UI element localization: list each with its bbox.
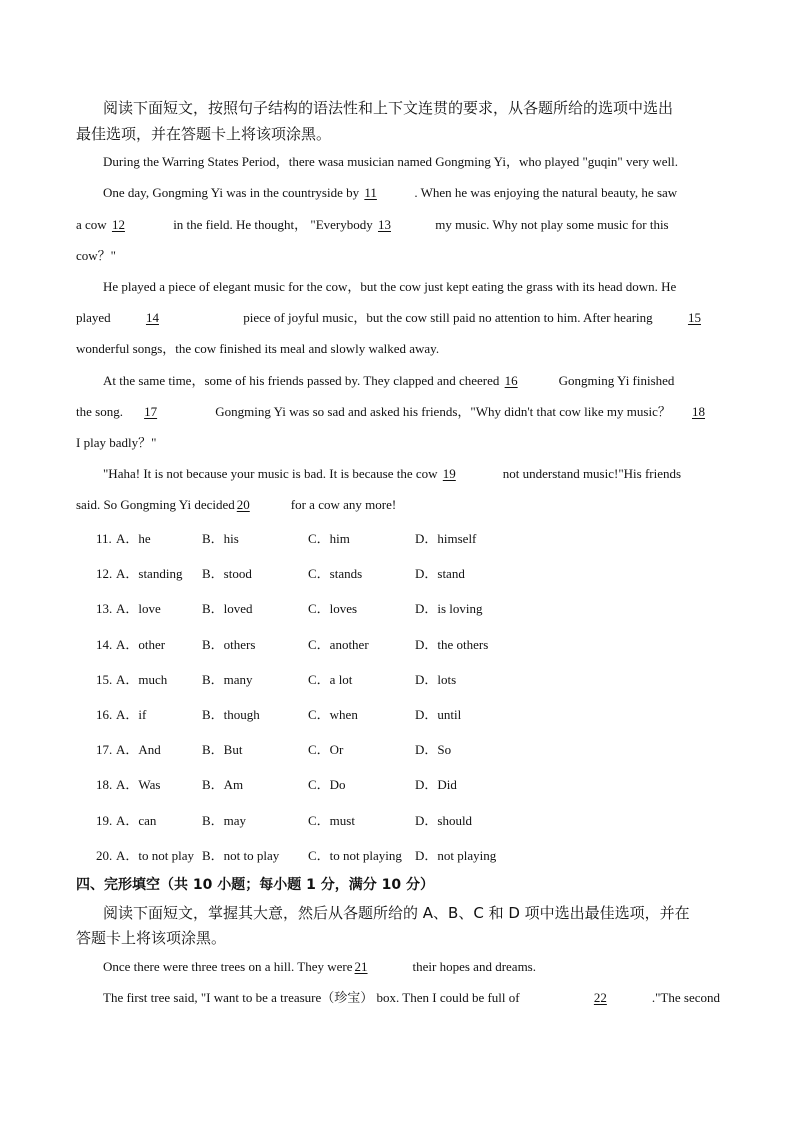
passage-1-paragraph-2-line-3: cow？" bbox=[76, 248, 116, 263]
passage-1-paragraph-4-line-1: At the same time，some of his friends passed by. They clapped and cheered 16 Gongming Yi finished bbox=[103, 373, 675, 388]
option-d[interactable]: D．Did bbox=[415, 777, 457, 793]
option-d[interactable]: D．lots bbox=[415, 671, 457, 687]
blank-18[interactable]: 18 bbox=[691, 404, 705, 419]
instruction-2-line-1: 阅读下面短文，掌握其大意，然后从各题所给的 A、B、C 和 D 项中选出最佳选项，并在 bbox=[103, 904, 690, 922]
blank-22[interactable]: 22 bbox=[593, 990, 607, 1005]
option-b[interactable]: B．may bbox=[202, 812, 247, 828]
option-a[interactable]: A．other bbox=[116, 636, 166, 652]
blank-20[interactable]: 20 bbox=[236, 497, 250, 512]
question-number: 12. bbox=[96, 566, 113, 582]
option-a[interactable]: A．standing bbox=[116, 566, 183, 582]
blank-15[interactable]: 15 bbox=[687, 310, 701, 325]
option-b[interactable]: B．Am bbox=[202, 777, 244, 793]
option-c[interactable]: C．stands bbox=[308, 566, 363, 582]
blank-11[interactable]: 11 bbox=[364, 185, 377, 200]
passage-1-paragraph-3-line-1: He played a piece of elegant music for the cow，but the cow just kept eating the grass with its head down. He bbox=[103, 279, 677, 294]
passage-1-paragraph-4-line-2: the song. 17 Gongming Yi was so sad and asked his friends，"Why didn't that cow like my music？ 18 bbox=[76, 403, 720, 421]
option-a[interactable]: A．Was bbox=[116, 777, 161, 793]
question-number: 15. bbox=[96, 671, 113, 687]
blank-21[interactable]: 21 bbox=[354, 959, 368, 974]
option-b[interactable]: B．others bbox=[202, 636, 256, 652]
blank-17[interactable]: 17 bbox=[144, 404, 158, 419]
option-c[interactable]: C．a lot bbox=[308, 671, 353, 687]
question-number: 11. bbox=[96, 531, 112, 546]
passage-1-paragraph-2-line-1: One day, Gongming Yi was in the countryside by 11 . When he was enjoying the natural beauty, he saw bbox=[103, 185, 678, 200]
passage-1-paragraph-5-line-2: said. So Gongming Yi decided 20 for a cow any more! bbox=[76, 497, 397, 512]
question-number: 18. bbox=[96, 777, 113, 793]
option-c[interactable]: C．loves bbox=[308, 601, 358, 617]
instruction-1-line-2: 最佳选项，并在答题卡上将该项涂黑。 bbox=[76, 125, 332, 143]
option-d[interactable]: D．should bbox=[415, 812, 473, 828]
option-d[interactable]: D．So bbox=[415, 742, 452, 758]
option-a[interactable]: A．And bbox=[116, 742, 161, 758]
passage-1-paragraph-1: During the Warring States Period，there wasa musician named Gongming Yi，who played "guqin" very well. bbox=[103, 154, 678, 169]
blank-19[interactable]: 19 bbox=[442, 466, 456, 481]
option-c[interactable]: C．Or bbox=[308, 742, 344, 758]
option-d[interactable]: D．not playing bbox=[415, 847, 497, 863]
instruction-1-line-1: 阅读下面短文，按照句子结构的语法性和上下文连贯的要求，从各题所给的选项中选出 bbox=[103, 99, 674, 117]
section-4-heading: 四、完形填空（共 10 小题；每小题 1 分，满分 10 分） bbox=[76, 877, 434, 893]
option-d[interactable]: D．until bbox=[415, 707, 462, 722]
blank-14[interactable]: 14 bbox=[145, 310, 159, 325]
option-a[interactable]: A．if bbox=[116, 707, 147, 722]
option-d[interactable]: D．the others bbox=[415, 636, 489, 652]
option-c[interactable]: C．another bbox=[308, 636, 369, 652]
question-number: 14. bbox=[96, 636, 113, 652]
option-b[interactable]: B．many bbox=[202, 671, 253, 687]
blank-16[interactable]: 16 bbox=[504, 373, 518, 388]
passage-1-paragraph-2-line-2: a cow 12 in the field. He thought， "Everybody 13 my music. Why not play some music for this bbox=[76, 217, 669, 232]
blank-13[interactable]: 13 bbox=[377, 217, 391, 232]
passage-1-paragraph-3-line-3: wonderful songs，the cow finished its meal and slowly walked away. bbox=[76, 341, 440, 356]
option-b[interactable]: B．not to play bbox=[202, 847, 280, 863]
option-c[interactable]: C．to not playing bbox=[308, 847, 402, 863]
question-number: 20. bbox=[96, 847, 113, 863]
question-number: 17. bbox=[96, 742, 113, 758]
option-b[interactable]: B．his bbox=[202, 531, 239, 546]
passage-1-paragraph-5-line-1: "Haha! It is not because your music is bad. It is because the cow 19 not understand music!"His friends bbox=[103, 466, 682, 481]
option-a[interactable]: A．love bbox=[116, 601, 161, 617]
option-a[interactable]: A．can bbox=[116, 812, 157, 828]
option-a[interactable]: A．much bbox=[116, 671, 168, 687]
option-c[interactable]: C．Do bbox=[308, 777, 346, 793]
option-c[interactable]: C．must bbox=[308, 812, 355, 828]
option-b[interactable]: B．loved bbox=[202, 601, 253, 617]
option-b[interactable]: B．though bbox=[202, 707, 260, 722]
instruction-2-line-2: 答题卡上将该项涂黑。 bbox=[76, 929, 227, 947]
passage-2-paragraph-1: Once there were three trees on a hill. They were 21 their hopes and dreams. bbox=[103, 959, 536, 974]
option-c[interactable]: C．when bbox=[308, 707, 358, 722]
question-number: 19. bbox=[96, 812, 113, 828]
option-d[interactable]: D．stand bbox=[415, 566, 465, 582]
question-number: 16. bbox=[96, 707, 113, 722]
option-d[interactable]: D．himself bbox=[415, 531, 477, 546]
option-c[interactable]: C．him bbox=[308, 531, 350, 546]
option-d[interactable]: D．is loving bbox=[415, 601, 483, 617]
passage-1-paragraph-3-line-2: played 14 piece of joyful music，but the cow still paid no attention to him. After hearing 15 bbox=[76, 309, 720, 327]
option-b[interactable]: B．stood bbox=[202, 566, 252, 582]
blank-12[interactable]: 12 bbox=[111, 217, 125, 232]
option-a[interactable]: A．to not play bbox=[116, 847, 194, 863]
question-number: 13. bbox=[96, 601, 113, 617]
option-b[interactable]: B．But bbox=[202, 742, 243, 758]
passage-1-paragraph-4-line-3: I play badly？" bbox=[76, 435, 157, 450]
passage-2-paragraph-2: The first tree said, "I want to be a treasure（珍宝） box. Then I could be full of 22 ."The second bbox=[103, 990, 720, 1005]
option-a[interactable]: A．he bbox=[116, 531, 151, 546]
